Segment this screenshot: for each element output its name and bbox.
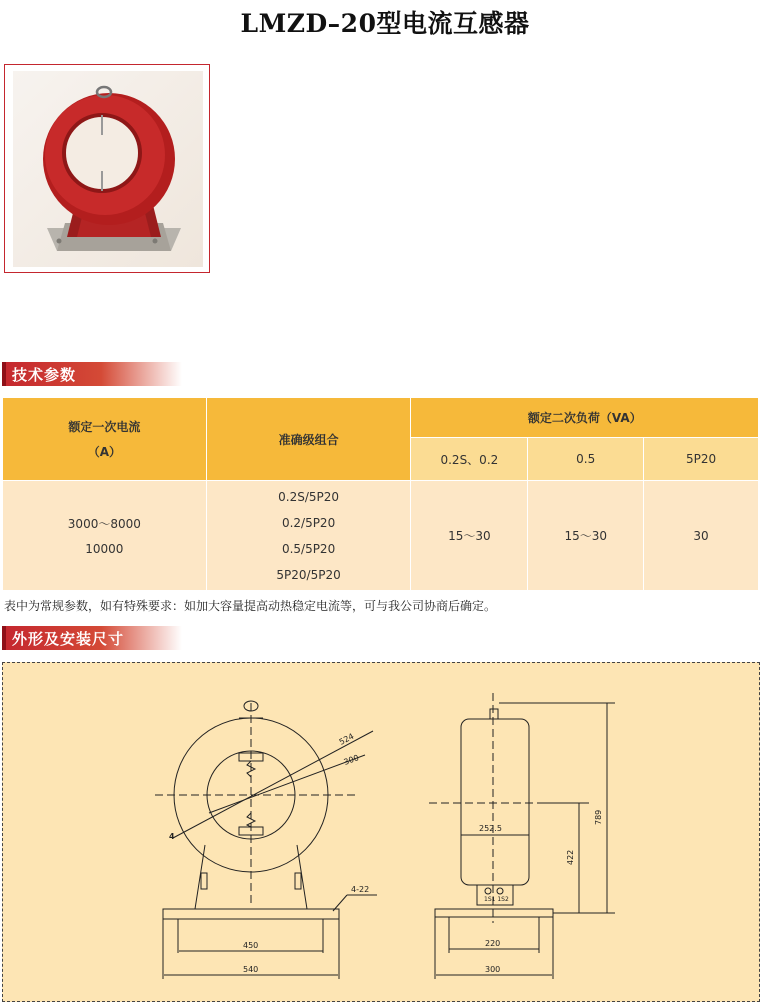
subheader-5p20: 5P20 (644, 438, 759, 481)
cell-load1: 15～30 (411, 481, 528, 591)
dim-width-540: 540 (243, 965, 259, 974)
subheader-02s: 0.2S、0.2 (411, 438, 528, 481)
cell-accuracy (206, 481, 411, 591)
section-header-tech-params (2, 362, 182, 386)
product-photo (4, 64, 210, 273)
header-accuracy: 准确级组合 (206, 398, 411, 481)
current-value: 10000 (85, 542, 124, 556)
header-line: 额定一次电流 (68, 420, 141, 434)
terminal-label: 1S1 1S2 (484, 896, 509, 903)
header-line-unit: （A） (87, 445, 121, 459)
accuracy-item: 5P20/5P20 (276, 567, 341, 582)
dim-label-4: 4 (169, 832, 175, 841)
cell-load3: 30 (644, 481, 759, 591)
subheader-05: 0.5 (528, 438, 644, 481)
dim-holes: 4-22 (351, 885, 370, 894)
dim-height-422: 422 (566, 849, 575, 865)
section-header-dimensions (2, 626, 182, 650)
header-secondary-load: 额定二次负荷（VA） (411, 398, 759, 438)
spec-table (2, 397, 759, 591)
cell-load2: 15～30 (528, 481, 644, 591)
dim-width-300: 300 (485, 965, 501, 974)
page-title: LMZD–20型电流互感器 (240, 9, 530, 38)
dim-height-789: 789 (594, 809, 603, 825)
dimension-drawing (2, 662, 760, 1002)
cell-current (3, 481, 207, 591)
section-marker (2, 362, 6, 386)
dim-width-220: 220 (485, 939, 501, 948)
side-view (429, 693, 615, 979)
section-title: 技术参数 (12, 366, 77, 384)
section-title: 外形及安装尺寸 (12, 630, 125, 648)
current-range: 3000～8000 (67, 517, 141, 531)
accuracy-item: 0.5/5P20 (281, 541, 336, 556)
dim-width-252: 252.5 (479, 824, 502, 833)
dim-diameter-524: 524 (337, 731, 356, 747)
transformer-image (5, 65, 211, 274)
section-marker (2, 626, 6, 650)
dim-diameter-300: 300 (342, 753, 361, 767)
technical-drawing (3, 663, 759, 1001)
table-note: 表中为常规参数，如有特殊要求：如加大容量提高动热稳定电流等，可与我公司协商后确定。 (4, 599, 497, 613)
accuracy-item: 0.2S/5P20 (278, 489, 340, 504)
header-rated-current (3, 398, 207, 481)
accuracy-item: 0.2/5P20 (281, 515, 336, 530)
dim-width-450: 450 (243, 941, 259, 950)
